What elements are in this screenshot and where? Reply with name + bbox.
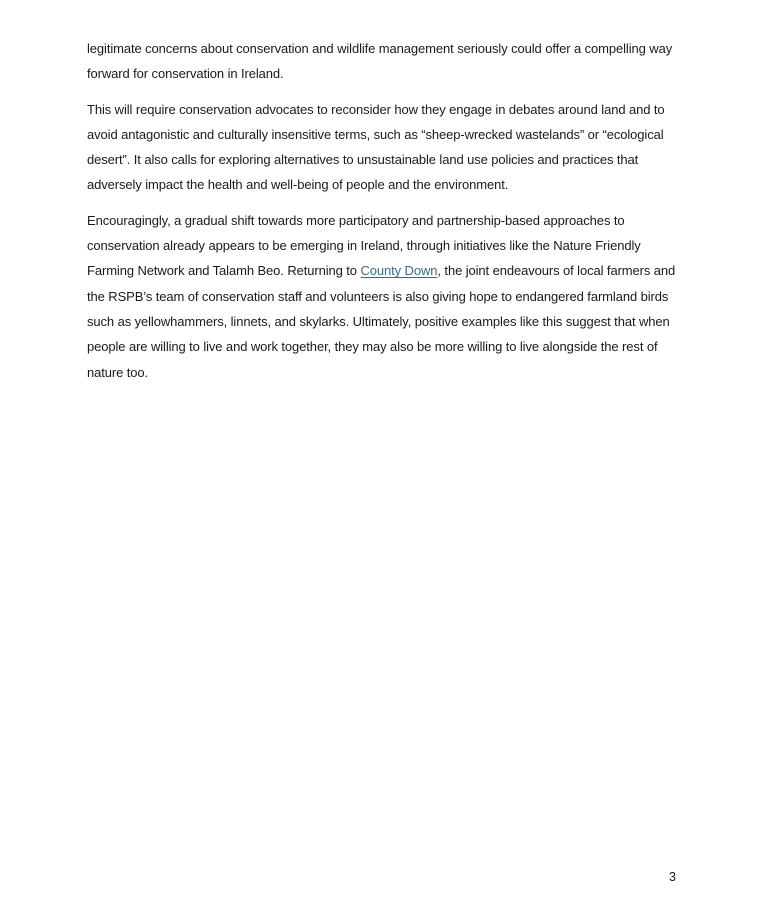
page-number: 3 [669,870,676,884]
paragraph-3-before-link: Encouragingly, a gradual shift towards more participatory and partnership-based approaches to conservation already appears to be emerging in Ireland, through initiatives like the Nature Friendly Farming Network and Talamh Beo. Returning to [87,212,641,279]
paragraph-2: This will require conservation advocates to reconsider how they engage in debates around land and to avoid antagonistic and culturally insensitive terms, such as “sheep-wrecked wastelands” or “ecological desert”. It also calls for exploring alternatives to unsustainable land use policies and practices that adversely impact the health and well-being of people and the environment. [87,101,665,193]
county-down-link[interactable]: County Down [360,263,438,279]
paragraph-3 [87,208,679,385]
paragraph-1: legitimate concerns about conservation and wildlife management seriously could offer a compelling way forward for conservation in Ireland. [87,41,673,82]
paragraph-3-after-link: , the joint endeavours of local farmers and the RSPB’s team of conservation staff and volunteers is also giving hope to endangered farmland birds such as yellowhammers, linnets, and skylarks. Ultimately, positive examples like this suggest that when people are willing to live and work together, they may also be more willing to live alongside the rest of nature too. [87,263,676,380]
body-text [87,36,679,395]
